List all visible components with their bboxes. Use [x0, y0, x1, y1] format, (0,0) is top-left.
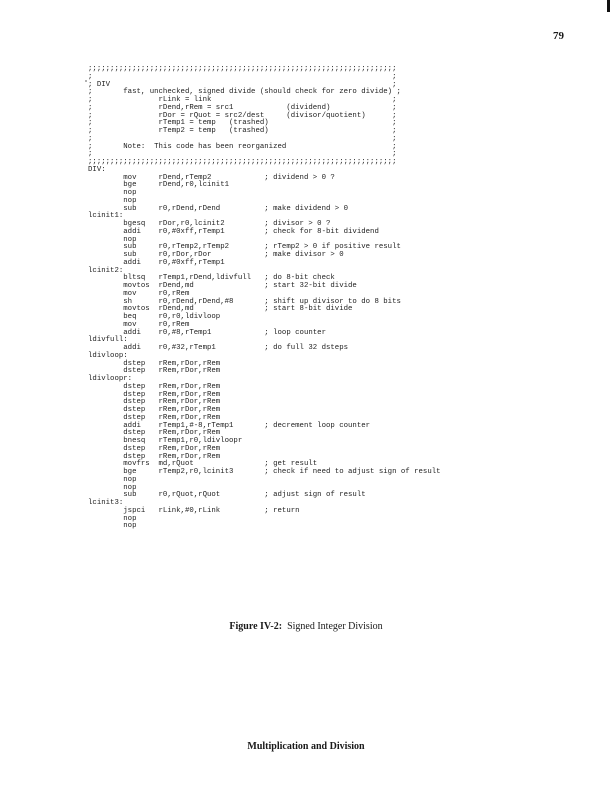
code-line: dstep rRem,rDor,rRem: [88, 367, 221, 376]
code-line: movtos rDend,md ; start 8-bit divide: [88, 305, 353, 314]
code-line: addi r0,#8,rTemp1 ; loop counter: [88, 328, 326, 337]
code-line: jspci rLink,#0,rLink ; return: [88, 506, 300, 515]
code-line: lcinit3:: [88, 499, 124, 507]
code-line: ;;;;;;;;;;;;;;;;;;;;;;;;;;;;;;;;;;;;;;;;;;;;;;;;;;;;;;;;;;;;;;;;;;;;;;: [88, 158, 397, 166]
code-line: sub r0,rQuot,rQuot ; adjust sign of result: [88, 491, 366, 500]
code-line: addi rTemp1,#-8,rTemp1 ; decrement loop counter: [88, 421, 371, 430]
figure-label: Figure IV-2:: [229, 621, 283, 632]
code-line: bltsq rTemp1,rDend,ldivfull ; do 8-bit check: [88, 274, 335, 283]
code-line: bgesq rDor,r0,lcinit2 ; divisor > 0 ?: [88, 220, 331, 228]
code-line: dstep rRem,rDor,rRem: [88, 444, 221, 453]
code-line: movfrs md,rQuot ; get result: [88, 460, 318, 469]
code-line: dstep rRem,rDor,rRem: [88, 406, 221, 414]
code-line: ; rLink = link ;: [88, 96, 397, 104]
code-line: movtos rDend,md ; start 32-bit divide: [88, 282, 357, 290]
code-line: ; DIV ;: [88, 80, 397, 89]
code-line: ; rDend,rRem = src1 (dividend) ;: [88, 103, 397, 112]
code-line: sub r0,rDor,rDor ; make divisor > 0: [88, 251, 344, 259]
code-line: nop: [88, 189, 137, 197]
code-line: ; rTemp1 = temp (trashed) ;: [88, 119, 397, 128]
code-line: beq r0,r0,ldivloop: [88, 313, 221, 321]
code-line: lcinit2:: [88, 266, 124, 275]
code-line: sh r0,rDend,rDend,#8 ; shift up divisor to do 8 bits: [88, 297, 401, 306]
page-number: 79: [553, 30, 564, 42]
code-line: ; ;: [88, 150, 397, 159]
figure-title: Signed Integer Division: [287, 621, 383, 632]
code-line: addi r0,#0xff,rTemp1: [88, 258, 225, 267]
page-footer: Multiplication and Division: [247, 741, 365, 752]
code-line: nop: [88, 475, 137, 484]
code-line: bge rDend,r0,lcinit1: [88, 181, 230, 190]
code-line: nop: [88, 235, 137, 244]
code-line: ldivloopr:: [88, 375, 133, 383]
code-line: nop: [88, 196, 137, 205]
code-line: ; rDor = rQuot = src2/dest (divisor/quotient) ;: [88, 111, 397, 120]
code-line: mov r0,rRem: [88, 320, 190, 329]
code-line: nop: [88, 522, 137, 531]
code-line: bge rTemp2,r0,lcinit3 ; check if need to adjust sign of result: [88, 468, 441, 476]
code-line: bnesq rTemp1,r0,ldivloopr: [88, 437, 243, 445]
code-line: ldivloop:: [88, 351, 128, 360]
code-line: mov rDend,rTemp2 ; dividend > 0 ?: [88, 173, 335, 182]
code-line: dstep rRem,rDor,rRem: [88, 390, 221, 399]
code-line: lcinit1:: [88, 212, 124, 221]
code-line: nop: [88, 483, 137, 492]
code-line: dstep rRem,rDor,rRem: [88, 398, 221, 407]
code-line: ; Note: This code has been reorganized ;: [88, 142, 397, 151]
scan-speck: [85, 80, 87, 82]
code-line: ; ;: [88, 134, 397, 143]
code-line: dstep rRem,rDor,rRem: [88, 382, 221, 391]
figure-caption: [0, 621, 612, 632]
code-line: dstep rRem,rDor,rRem: [88, 413, 221, 422]
code-line: ; ;: [88, 72, 397, 81]
code-line: nop: [88, 514, 137, 523]
code-line: addi r0,#32,rTemp1 ; do full 32 dsteps: [88, 344, 349, 352]
code-line: sub r0,rDend,rDend ; make dividend > 0: [88, 204, 349, 213]
code-listing: [88, 66, 441, 531]
page-edge-mark: [607, 0, 610, 12]
code-line: mov r0,rRem: [88, 289, 190, 298]
code-line: ;;;;;;;;;;;;;;;;;;;;;;;;;;;;;;;;;;;;;;;;;;;;;;;;;;;;;;;;;;;;;;;;;;;;;;: [88, 65, 397, 73]
code-line: ; fast, unchecked, signed divide (should check for zero divide) ;: [88, 88, 401, 97]
code-line: addi r0,#0xff,rTemp1 ; check for 8-bit dividend: [88, 227, 379, 236]
code-line: sub r0,rTemp2,rTemp2 ; rTemp2 > 0 if positive result: [88, 243, 401, 252]
code-line: dstep rRem,rDor,rRem: [88, 429, 221, 438]
code-line: dstep rRem,rDor,rRem: [88, 452, 221, 461]
code-line: ldivfull:: [88, 336, 128, 345]
code-line: DIV:: [88, 165, 106, 174]
code-line: dstep rRem,rDor,rRem: [88, 359, 221, 368]
code-line: ; rTemp2 = temp (trashed) ;: [88, 127, 397, 135]
